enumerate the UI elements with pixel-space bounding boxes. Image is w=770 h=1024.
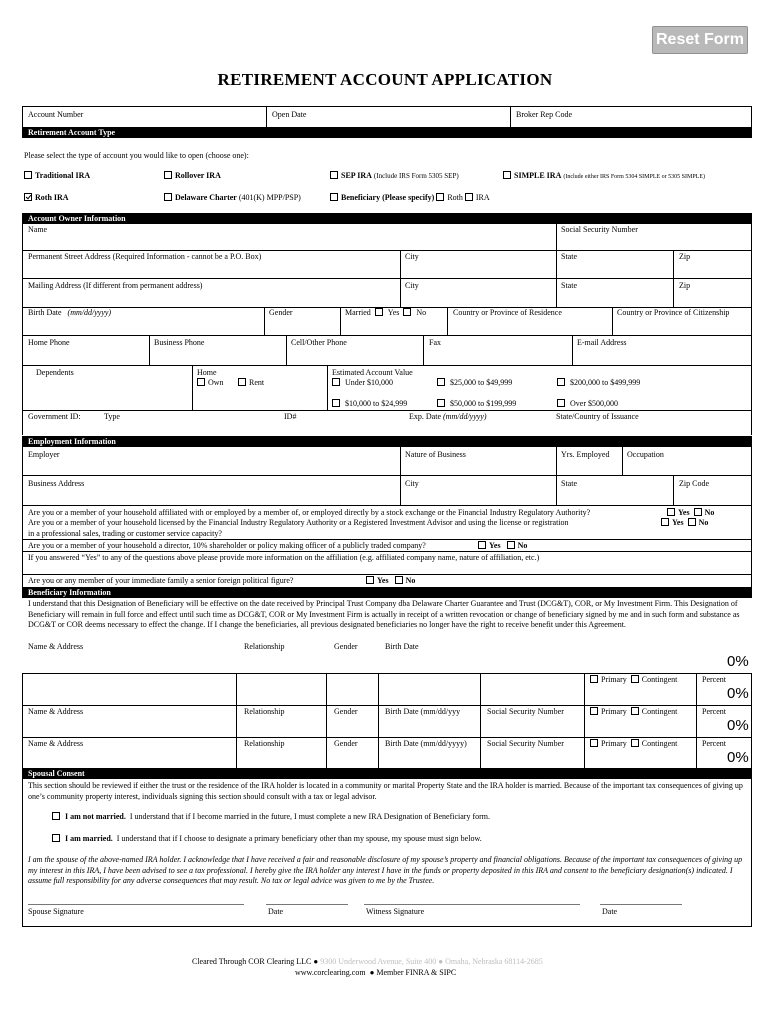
- affiliation-question-4: If you answered “Yes” to any of the questions above please provide more information on the affiliation (e.g. affiliated company name, nature of affiliation, etc.): [28, 553, 540, 562]
- ben3-percent-value[interactable]: 0%: [727, 717, 749, 734]
- simple-ira-option[interactable]: SIMPLE IRA (Include either IRS Form 5304 SIMPLE or 5305 SIMPLE): [503, 171, 705, 180]
- open-date-field[interactable]: Open Date: [272, 110, 307, 119]
- ben3-ssn-label: Social Security Number: [487, 739, 564, 748]
- checkbox-icon[interactable]: [164, 193, 172, 201]
- not-married-option[interactable]: I am not married. I understand that if I become married in the future, I must complete a new IRA Designation of Beneficiary form.: [52, 812, 490, 821]
- country-citizenship-field[interactable]: Country or Province of Citizenship: [617, 308, 730, 317]
- checkbox-icon[interactable]: [366, 576, 374, 584]
- checked-checkbox-icon[interactable]: [24, 193, 32, 201]
- affiliation-question-1: Are you or a member of your household affiliated with or employed by a member of, or employed directly by a stock exchange or the Financial Industry Regulatory Authority?: [28, 508, 591, 517]
- ben1-relationship-label: Relationship: [244, 642, 285, 651]
- yrs-employed-field[interactable]: Yrs. Employed: [561, 450, 610, 459]
- value-option-6[interactable]: Over $500,000: [557, 399, 618, 408]
- broker-rep-code-field[interactable]: Broker Rep Code: [516, 110, 572, 119]
- spousal-attestation: I am the spouse of the above-named IRA holder. I acknowledge that I have received a fair and reasonable disclosure of my spouse’s property and financial obligations. Because of the important tax consequences of giving up my interest in this IRA, I have been advised to see a tax professional. I hereby give the IRA holder any interest I have in the funds or property deposited in this IRA and consent to the beneficiary designation(s) indicated. I assume full responsibility for any adverse consequences that may result. No tax or legal advice was given to me by the Trustee.: [28, 855, 743, 885]
- checkbox-icon[interactable]: [667, 508, 675, 516]
- checkbox-icon[interactable]: [437, 378, 445, 386]
- cell-phone-field[interactable]: Cell/Other Phone: [291, 338, 347, 347]
- section-account-owner-information: Account Owner Information: [22, 213, 752, 224]
- checkbox-icon[interactable]: [403, 308, 411, 316]
- nature-of-business-field[interactable]: Nature of Business: [405, 450, 466, 459]
- q1-answers[interactable]: Yes No: [667, 508, 714, 517]
- ssn-field[interactable]: Social Security Number: [561, 225, 638, 234]
- witness-date-field[interactable]: Date: [602, 907, 618, 916]
- home-label: Home: [197, 368, 217, 377]
- checkbox-icon[interactable]: [590, 739, 598, 747]
- q3-answers[interactable]: Yes No: [478, 541, 527, 550]
- value-option-5[interactable]: $50,000 to $199,999: [437, 399, 516, 408]
- checkbox-icon[interactable]: [631, 739, 639, 747]
- footer-website: www.corclearing.com ● Member FINRA & SIPC: [295, 968, 457, 977]
- ben3-relationship-label: Relationship: [244, 739, 285, 748]
- checkbox-icon[interactable]: [503, 171, 511, 179]
- checkbox-icon[interactable]: [52, 812, 60, 820]
- value-option-1[interactable]: Under $10,000: [332, 378, 393, 387]
- employer-city-field[interactable]: City: [405, 479, 419, 488]
- ben2-birth-date-label: Birth Date (mm/dd/yyy: [385, 707, 461, 716]
- checkbox-icon[interactable]: [590, 675, 598, 683]
- estimated-value-label: Estimated Account Value: [332, 368, 413, 377]
- ben1-birth-date-label: Birth Date: [385, 642, 419, 651]
- checkbox-icon[interactable]: [375, 308, 383, 316]
- spousal-consent-intro: This section should be reviewed if either the trust or the residence of the IRA holder is located in a community or marital Property State and the IRA holder is married. Because of the important tax consequences of giving up one’s community property interest, individuals signing this section should consult with a tax or legal advisor.: [28, 781, 743, 801]
- checkbox-icon[interactable]: [557, 399, 565, 407]
- ben4-percent-value[interactable]: 0%: [727, 749, 749, 766]
- ben2-type-options[interactable]: Primary Contingent: [590, 707, 677, 716]
- checkbox-icon[interactable]: [590, 707, 598, 715]
- affiliation-question-2: Are you or a member of your household licensed by the Financial Industry Regulatory Authority or a Registered Investment Advisor and using the license or registration: [28, 518, 569, 527]
- checkbox-icon[interactable]: [332, 399, 340, 407]
- checkbox-icon[interactable]: [24, 171, 32, 179]
- beneficiary-ira-option[interactable]: Beneficiary (Please specify) Roth IRA: [330, 193, 490, 202]
- id-number-field[interactable]: ID#: [284, 412, 297, 421]
- id-exp-date-field[interactable]: Exp. Date (mm/dd/yyyy): [409, 412, 487, 421]
- checkbox-icon[interactable]: [52, 834, 60, 842]
- spouse-signature-field[interactable]: Spouse Signature: [28, 907, 84, 916]
- senior-foreign-political-question: Are you or any member of your immediate family a senior foreign political figure?: [28, 576, 294, 585]
- business-address-field[interactable]: Business Address: [28, 479, 85, 488]
- reset-form-button[interactable]: Reset Form: [652, 26, 748, 54]
- sep-ira-option[interactable]: SEP IRA (Include IRS Form 5305 SEP): [330, 171, 459, 180]
- ben1-type-options[interactable]: Primary Contingent: [590, 675, 677, 684]
- ben1-percent-value[interactable]: 0%: [727, 653, 749, 670]
- ben2-ssn-label: Social Security Number: [487, 707, 564, 716]
- checkbox-icon[interactable]: [631, 675, 639, 683]
- value-option-4[interactable]: $10,000 to $24,999: [332, 399, 407, 408]
- business-phone-field[interactable]: Business Phone: [154, 338, 205, 347]
- ben3-name-label: Name & Address: [28, 739, 84, 748]
- home-own-option[interactable]: Own: [197, 378, 224, 387]
- dependents-field[interactable]: Dependents: [36, 368, 74, 377]
- page-title: RETIREMENT ACCOUNT APPLICATION: [217, 70, 553, 89]
- checkbox-icon[interactable]: [631, 707, 639, 715]
- married-field[interactable]: Married Yes No: [345, 308, 427, 317]
- birth-date-field[interactable]: Birth Date (mm/dd/yyyy): [28, 308, 112, 317]
- state-field[interactable]: State: [561, 252, 577, 261]
- checkbox-icon[interactable]: [557, 378, 565, 386]
- ben2-gender-label: Gender: [334, 707, 358, 716]
- account-type-prompt: Please select the type of account you would like to open (choose one):: [24, 151, 249, 160]
- affiliation-question-2-cont: in a professional sales, trading or customer service capacity?: [28, 529, 222, 538]
- employer-zip-field[interactable]: Zip Code: [679, 479, 709, 488]
- affiliation-question-3: Are you or a member of your household a director, 10% shareholder or policy making officer of a publicly traded company?: [28, 541, 426, 550]
- delaware-charter-option[interactable]: Delaware Charter (401(K) MPP/PSP): [164, 193, 301, 202]
- ben3-birth-date-label: Birth Date (mm/dd/yyyy): [385, 739, 467, 748]
- q5-answers[interactable]: Yes No: [366, 576, 415, 585]
- mailing-state-field[interactable]: State: [561, 281, 577, 290]
- fax-field[interactable]: Fax: [429, 338, 441, 347]
- home-phone-field[interactable]: Home Phone: [28, 338, 70, 347]
- mailing-zip-field[interactable]: Zip: [679, 281, 691, 290]
- government-id-label: Government ID:: [28, 412, 81, 421]
- employer-state-field[interactable]: State: [561, 479, 577, 488]
- ben3-type-options[interactable]: Primary Contingent: [590, 739, 677, 748]
- value-option-2[interactable]: $25,000 to $49,999: [437, 378, 512, 387]
- checkbox-icon[interactable]: [661, 518, 669, 526]
- ben2-percent-value[interactable]: 0%: [727, 685, 749, 702]
- section-spousal-consent: Spousal Consent: [22, 768, 752, 779]
- mailing-city-field[interactable]: City: [405, 281, 419, 290]
- witness-signature-field[interactable]: Witness Signature: [366, 907, 425, 916]
- ben3-percent-label: Percent: [702, 739, 726, 748]
- beneficiary-terms: I understand that this Designation of Beneficiary will be effective on the date received by Principal Trust Company dba Delaware Charter Guarantee and Trust (DCG&T), COR, or My Investment Firm. This Designation of Beneficiary will remain in full force and effect until such time as DCG&T, COR or My Investment Firm is actually in receipt of a written revocation or change of beneficiary signed by me and in such form and substance as DCG&T or COR deems necessary to effect the change. If I change the beneficiaries, all previous designated beneficiaries no longer have the right to receive benefit under this Agreement.: [28, 599, 740, 629]
- ben2-name-label: Name & Address: [28, 707, 84, 716]
- employer-field[interactable]: Employer: [28, 450, 60, 459]
- checkbox-icon[interactable]: [507, 541, 515, 549]
- ben1-percent-label: Percent: [702, 675, 726, 684]
- rollover-ira-option[interactable]: Rollover IRA: [164, 171, 221, 180]
- checkbox-icon[interactable]: [330, 193, 338, 201]
- checkbox-icon[interactable]: [164, 171, 172, 179]
- footer-clearing: Cleared Through COR Clearing LLC ● 9300 Underwood Avenue, Suite 400 ● Omaha, Nebraska 68114-2685: [192, 957, 543, 966]
- zip-field[interactable]: Zip: [679, 252, 691, 261]
- name-field[interactable]: Name: [28, 225, 48, 234]
- section-beneficiary-information: Beneficiary Information: [22, 587, 752, 598]
- email-field[interactable]: E-mail Address: [577, 338, 627, 347]
- ben2-relationship-label: Relationship: [244, 707, 285, 716]
- ben3-gender-label: Gender: [334, 739, 358, 748]
- traditional-ira-option[interactable]: Traditional IRA: [24, 171, 90, 180]
- checkbox-icon[interactable]: [437, 399, 445, 407]
- occupation-field[interactable]: Occupation: [627, 450, 664, 459]
- checkbox-icon[interactable]: [238, 378, 246, 386]
- gender-field[interactable]: Gender: [269, 308, 293, 317]
- section-employment-information: Employment Information: [22, 436, 752, 447]
- married-option[interactable]: I am married. I understand that if I choose to designate a primary beneficiary other than my spouse, my spouse must sign below.: [52, 834, 482, 843]
- checkbox-icon[interactable]: [688, 518, 696, 526]
- checkbox-icon[interactable]: [478, 541, 486, 549]
- country-residence-field[interactable]: Country or Province of Residence: [453, 308, 562, 317]
- q2-answers[interactable]: Yes No: [661, 518, 708, 527]
- mailing-address-field[interactable]: Mailing Address (If different from permanent address): [28, 281, 203, 290]
- checkbox-icon[interactable]: [332, 378, 340, 386]
- id-type-field[interactable]: Type: [104, 412, 120, 421]
- account-number-field[interactable]: Account Number: [28, 110, 84, 119]
- value-option-3[interactable]: $200,000 to $499,999: [557, 378, 640, 387]
- home-rent-option[interactable]: Rent: [238, 378, 264, 387]
- permanent-address-field[interactable]: Permanent Street Address (Required Information - cannot be a P.O. Box): [28, 252, 262, 261]
- ben1-name-label: Name & Address: [28, 642, 84, 651]
- checkbox-icon[interactable]: [436, 193, 444, 201]
- checkbox-icon[interactable]: [330, 171, 338, 179]
- checkbox-icon[interactable]: [465, 193, 473, 201]
- roth-ira-option[interactable]: Roth IRA: [24, 193, 69, 202]
- checkbox-icon[interactable]: [694, 508, 702, 516]
- ben1-gender-label: Gender: [334, 642, 358, 651]
- spouse-date-field[interactable]: Date: [268, 907, 284, 916]
- ben2-percent-label: Percent: [702, 707, 726, 716]
- state-country-issuance-field[interactable]: State/Country of Issuance: [556, 412, 639, 421]
- checkbox-icon[interactable]: [197, 378, 205, 386]
- checkbox-icon[interactable]: [395, 576, 403, 584]
- city-field[interactable]: City: [405, 252, 419, 261]
- section-retirement-account-type: Retirement Account Type: [22, 127, 752, 138]
